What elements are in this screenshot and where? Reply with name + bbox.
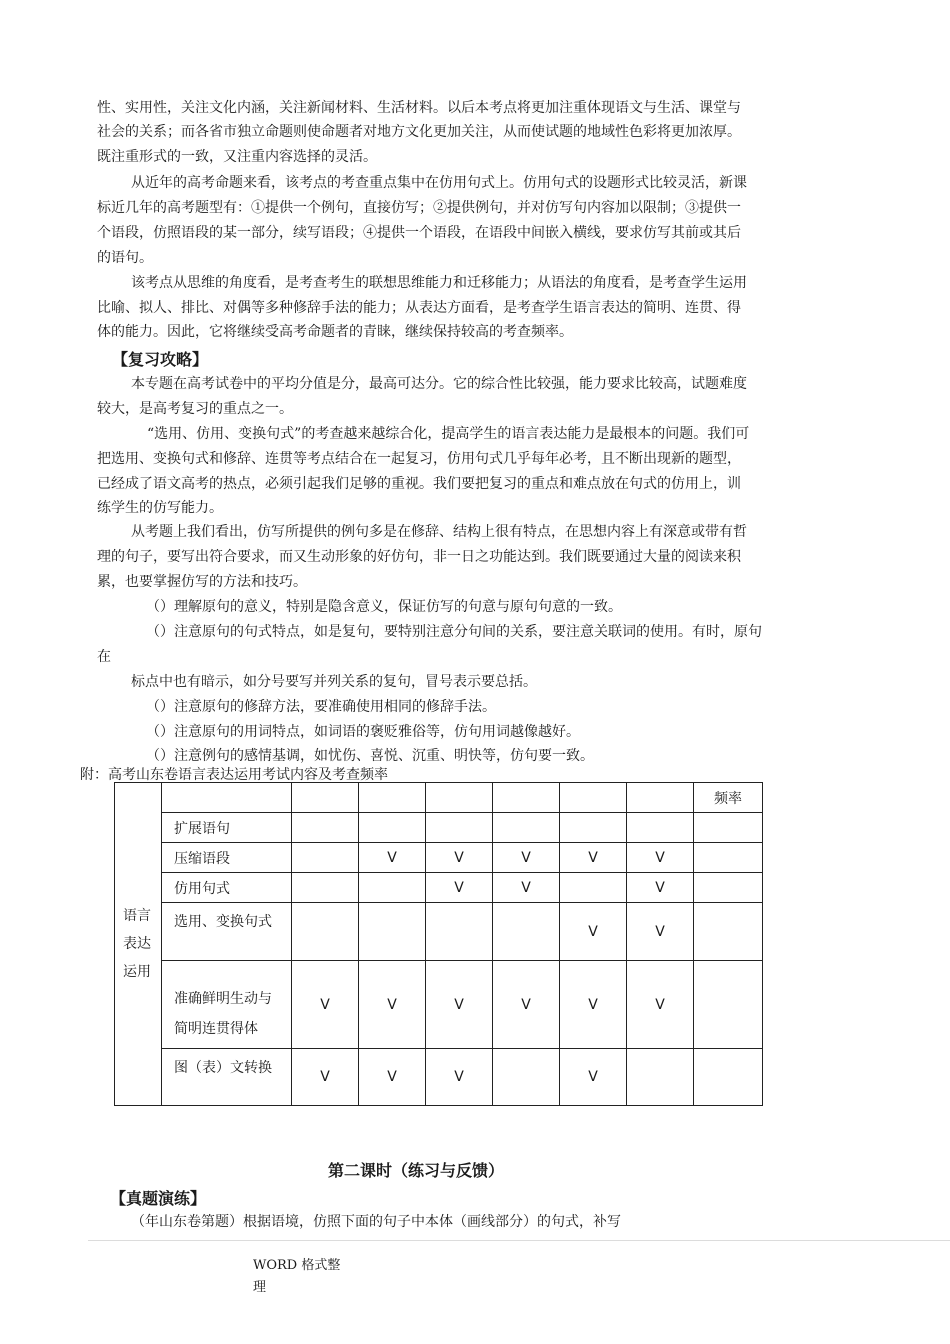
table-cell	[426, 783, 493, 813]
table-row	[115, 961, 763, 1049]
mark-cell	[694, 873, 763, 903]
review-line: 理的句子，要写出符合要求，而又生动形象的好仿句，非一日之功能达到。我们既要通过大量的阅读来积	[97, 549, 741, 565]
category-line: 表达	[123, 936, 151, 952]
review-line: “选用、仿用、变换句式”的考查越来越综合化，提高学生的语言表达能力是最根本的问题。我们可	[147, 426, 750, 442]
mark-cell	[292, 873, 359, 903]
table-cell	[627, 783, 694, 813]
item-label: 图（表）文转换	[162, 1049, 292, 1106]
review-line: （）注意原句的用词特点，如词语的褒贬雅俗等，仿句用词越像越好。	[146, 724, 580, 740]
table-row	[115, 813, 763, 843]
mark-cell: V	[560, 843, 627, 873]
mark-cell	[292, 903, 359, 961]
paragraph-line: 性、实用性，关注文化内涵，关注新闻材料、生活材料。以后本考点将更加注重体现语文与生活、课堂与	[97, 100, 741, 116]
mark-cell: V	[359, 1049, 426, 1106]
item-label-line: 准确鲜明生动与	[174, 991, 272, 1007]
mark-cell: V	[359, 843, 426, 873]
paragraph-line: 比喻、拟人、排比、对偶等多种修辞手法的能力；从表达方面看，是考查学生语言表达的简明、连贯、得	[97, 300, 741, 316]
mark-cell	[292, 813, 359, 843]
table-cell	[560, 783, 627, 813]
table-row	[115, 1049, 763, 1106]
table-cell	[359, 783, 426, 813]
review-line: 练学生的仿写能力。	[97, 500, 223, 516]
paragraph-line: 体的能力。因此，它将继续受高考命题者的青睐，继续保持较高的考查频率。	[97, 324, 573, 340]
mark-cell	[359, 873, 426, 903]
review-line: （）理解原句的意义，特别是隐含意义，保证仿写的句意与原句句意的一致。	[146, 599, 622, 615]
mark-cell: V	[292, 1049, 359, 1106]
table-cell	[162, 783, 292, 813]
item-label: 扩展语句	[162, 813, 292, 843]
mark-cell: V	[359, 961, 426, 1049]
mark-cell: V	[292, 961, 359, 1049]
mark-cell	[426, 813, 493, 843]
mark-cell: V	[426, 843, 493, 873]
mark-cell: V	[493, 873, 560, 903]
footer-line: WORD 格式整	[253, 1258, 341, 1273]
paragraph-line: 社会的关系；而各省市独立命题则使命题者对地方文化更加关注，从而使试题的地域性色彩将更加浓厚。	[97, 124, 741, 140]
mark-cell	[493, 1049, 560, 1106]
practice-heading: 【真题演练】	[110, 1189, 207, 1208]
footer-divider	[88, 1240, 950, 1241]
mark-cell: V	[426, 873, 493, 903]
practice-line: （年山东卷第题）根据语境，仿照下面的句子中本体（画线部分）的句式，补写	[131, 1214, 621, 1230]
category-line: 运用	[123, 964, 151, 980]
mark-cell	[560, 873, 627, 903]
table-row	[115, 873, 763, 903]
review-line: 在	[97, 649, 111, 665]
mark-cell	[493, 903, 560, 961]
review-line: （）注意原句的句式特点，如是复句，要特别注意分句间的关系，要注意关联词的使用。有时，原句	[146, 624, 762, 640]
mark-cell	[493, 813, 560, 843]
category-line: 语言	[123, 908, 151, 924]
mark-cell: V	[426, 1049, 493, 1106]
freq-header: 频率	[694, 783, 763, 813]
review-line: 本专题在高考试卷中的平均分值是分，最高可达分。它的综合性比较强，能力要求比较高，试题难度	[131, 376, 747, 392]
item-label: 选用、变换句式	[162, 903, 292, 961]
review-line: 标点中也有暗示，如分号要写并列关系的复句，冒号表示要总括。	[131, 674, 537, 690]
mark-cell	[426, 903, 493, 961]
review-heading: 【复习攻略】	[112, 350, 209, 369]
mark-cell	[627, 813, 694, 843]
table-row	[115, 843, 763, 873]
category-cell	[115, 783, 162, 1106]
review-line: 从考题上我们看出，仿写所提供的例句多是在修辞、结构上很有特点，在思想内容上有深意或带有哲	[131, 524, 747, 540]
paragraph-line: 的语句。	[97, 250, 153, 266]
mark-cell: V	[426, 961, 493, 1049]
review-line: 已经成了语文高考的热点，必须引起我们足够的重视。我们要把复习的重点和难点放在句式的仿用上，训	[97, 476, 741, 492]
mark-cell	[359, 813, 426, 843]
item-label: 仿用句式	[162, 873, 292, 903]
mark-cell	[627, 1049, 694, 1106]
mark-cell	[694, 813, 763, 843]
footer-line: 理	[253, 1280, 267, 1295]
table-cell	[292, 783, 359, 813]
lesson-title: 第二课时（练习与反馈）	[327, 1161, 504, 1180]
review-line: （）注意原句的修辞方法，要准确使用相同的修辞手法。	[146, 699, 496, 715]
mark-cell: V	[627, 843, 694, 873]
page-footer	[253, 1255, 340, 1299]
review-line: 较大，是高考复习的重点之一。	[97, 401, 293, 417]
mark-cell: V	[560, 961, 627, 1049]
mark-cell	[694, 843, 763, 873]
paragraph-line: 个语段，仿照语段的某一部分，续写语段；④提供一个语段，在语段中间嵌入横线，要求仿写其前或其后	[97, 225, 741, 241]
item-label: 压缩语段	[162, 843, 292, 873]
item-label-line: 简明连贯得体	[174, 1021, 258, 1037]
frequency-table	[114, 782, 763, 1106]
mark-cell	[694, 961, 763, 1049]
mark-cell	[292, 843, 359, 873]
mark-cell	[359, 903, 426, 961]
mark-cell: V	[493, 843, 560, 873]
paragraph-line: 既注重形式的一致，又注重内容选择的灵活。	[97, 149, 377, 165]
mark-cell: V	[493, 961, 560, 1049]
review-line: 累，也要掌握仿写的方法和技巧。	[97, 574, 307, 590]
mark-cell	[694, 903, 763, 961]
mark-cell: V	[560, 1049, 627, 1106]
paragraph-line: 标近几年的高考题型有：①提供一个例句，直接仿写；②提供例句，并对仿写句内容加以限制；③提供一	[97, 200, 741, 216]
table-cell	[493, 783, 560, 813]
table-caption: 附：高考山东卷语言表达运用考试内容及考查频率	[80, 767, 388, 783]
paragraph-line: 该考点从思维的角度看，是考查考生的联想思维能力和迁移能力；从语法的角度看，是考查学生运用	[131, 275, 747, 291]
mark-cell: V	[560, 903, 627, 961]
mark-cell	[694, 1049, 763, 1106]
mark-cell: V	[627, 873, 694, 903]
mark-cell	[560, 813, 627, 843]
item-label	[162, 961, 292, 1049]
mark-cell: V	[627, 903, 694, 961]
review-line: （）注意例句的感情基调，如忧伤、喜悦、沉重、明快等，仿句要一致。	[146, 748, 594, 764]
review-line: 把选用、变换句式和修辞、连贯等考点结合在一起复习，仿用句式几乎每年必考，且不断出现新的题型，	[97, 451, 741, 467]
table-header-row	[115, 783, 763, 813]
paragraph-line: 从近年的高考命题来看，该考点的考查重点集中在仿用句式上。仿用句式的设题形式比较灵活，新课	[131, 175, 747, 191]
mark-cell: V	[627, 961, 694, 1049]
table-row	[115, 903, 763, 961]
